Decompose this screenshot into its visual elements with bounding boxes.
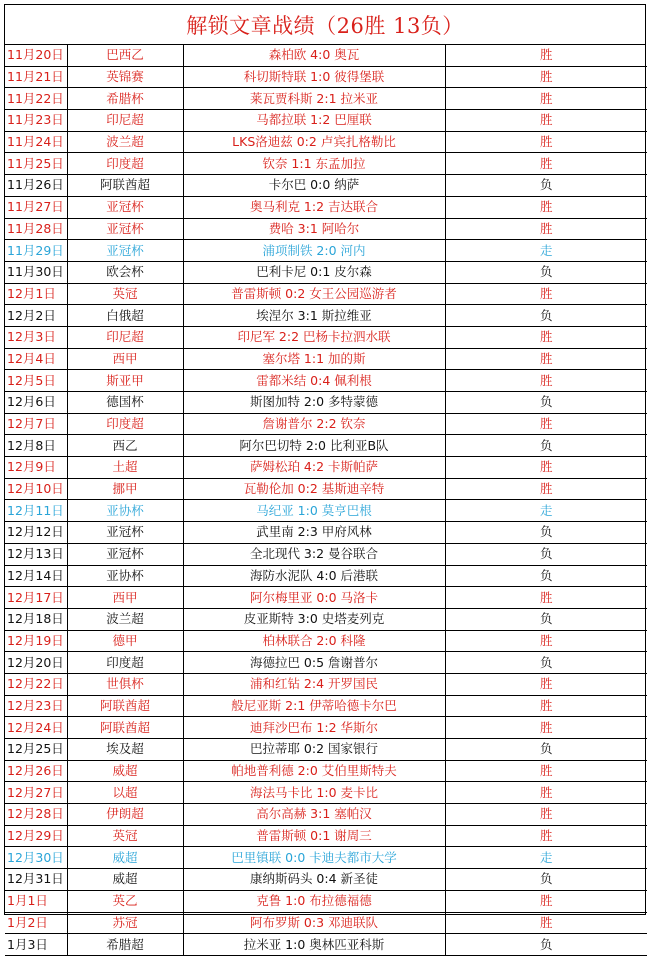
result-cell: 走 <box>445 500 647 522</box>
page-title: 解锁文章战绩（26胜 13负） <box>5 5 645 45</box>
result-cell: 负 <box>445 261 647 283</box>
match-cell: 马都拉联 1:2 巴厘联 <box>183 110 445 132</box>
table-row <box>5 565 647 587</box>
table-row <box>5 522 647 544</box>
match-cell: 森柏欧 4:0 奥瓦 <box>183 45 445 66</box>
date-cell: 12月12日 <box>5 522 67 544</box>
table-row <box>5 804 647 826</box>
table-row <box>5 478 647 500</box>
league-cell: 斯亚甲 <box>67 370 183 392</box>
table-row <box>5 608 647 630</box>
table-row <box>5 587 647 609</box>
result-cell: 胜 <box>445 825 647 847</box>
league-cell: 威超 <box>67 847 183 869</box>
table-row <box>5 283 647 305</box>
table-row <box>5 847 647 869</box>
result-cell: 负 <box>445 652 647 674</box>
match-cell: 全北现代 3:2 曼谷联合 <box>183 543 445 565</box>
record-table-body <box>5 45 647 955</box>
date-cell: 12月7日 <box>5 413 67 435</box>
result-cell: 负 <box>445 869 647 891</box>
league-cell: 埃及超 <box>67 739 183 761</box>
match-cell: 高尔高赫 3:1 塞帕汉 <box>183 804 445 826</box>
date-cell: 12月5日 <box>5 370 67 392</box>
result-cell: 负 <box>445 934 647 956</box>
result-cell: 胜 <box>445 370 647 392</box>
table-row <box>5 196 647 218</box>
league-cell: 威超 <box>67 869 183 891</box>
match-cell: 巴利卡尼 0:1 皮尔森 <box>183 261 445 283</box>
match-cell: 莱瓦贾科斯 2:1 拉米亚 <box>183 88 445 110</box>
result-cell: 负 <box>445 305 647 327</box>
league-cell: 亚协杯 <box>67 500 183 522</box>
date-cell: 1月2日 <box>5 912 67 934</box>
match-cell: 萨姆松珀 4:2 卡斯帕萨 <box>183 457 445 479</box>
match-cell: 柏林联合 2:0 科隆 <box>183 630 445 652</box>
table-row <box>5 934 647 956</box>
league-cell: 英冠 <box>67 283 183 305</box>
match-cell: 武里南 2:3 甲府风林 <box>183 522 445 544</box>
match-cell: 阿尔梅里亚 0:0 马洛卡 <box>183 587 445 609</box>
league-cell: 西乙 <box>67 435 183 457</box>
date-cell: 12月29日 <box>5 825 67 847</box>
date-cell: 11月25日 <box>5 153 67 175</box>
league-cell: 亚冠杯 <box>67 196 183 218</box>
table-row <box>5 825 647 847</box>
match-cell: 海德拉巴 0:5 詹谢普尔 <box>183 652 445 674</box>
table-row <box>5 66 647 88</box>
date-cell: 12月30日 <box>5 847 67 869</box>
league-cell: 亚协杯 <box>67 565 183 587</box>
league-cell: 印度超 <box>67 413 183 435</box>
league-cell: 阿联酋超 <box>67 695 183 717</box>
league-cell: 白俄超 <box>67 305 183 327</box>
result-cell: 胜 <box>445 196 647 218</box>
result-cell: 负 <box>445 522 647 544</box>
date-cell: 12月13日 <box>5 543 67 565</box>
league-cell: 德甲 <box>67 630 183 652</box>
table-row <box>5 782 647 804</box>
table-row <box>5 261 647 283</box>
result-cell: 负 <box>445 392 647 414</box>
league-cell: 伊朗超 <box>67 804 183 826</box>
match-cell: 詹谢普尔 2:2 钦奈 <box>183 413 445 435</box>
date-cell: 12月2日 <box>5 305 67 327</box>
match-cell: 印尼军 2:2 巴杨卡拉泗水联 <box>183 326 445 348</box>
match-cell: 卡尔巴 0:0 纳萨 <box>183 175 445 197</box>
league-cell: 巴西乙 <box>67 45 183 66</box>
date-cell: 11月24日 <box>5 131 67 153</box>
table-row <box>5 457 647 479</box>
result-cell: 胜 <box>445 413 647 435</box>
result-cell: 胜 <box>445 88 647 110</box>
date-cell: 12月4日 <box>5 348 67 370</box>
result-cell: 走 <box>445 847 647 869</box>
date-cell: 12月3日 <box>5 326 67 348</box>
table-row <box>5 912 647 934</box>
result-cell: 胜 <box>445 630 647 652</box>
result-cell: 胜 <box>445 587 647 609</box>
result-cell: 胜 <box>445 218 647 240</box>
table-row <box>5 110 647 132</box>
match-cell: 普雷斯顿 0:2 女王公园巡游者 <box>183 283 445 305</box>
league-cell: 希腊超 <box>67 934 183 956</box>
date-cell: 12月26日 <box>5 760 67 782</box>
match-cell: 康纳斯码头 0:4 新圣徒 <box>183 869 445 891</box>
date-cell: 12月31日 <box>5 869 67 891</box>
match-cell: 费哈 3:1 阿哈尔 <box>183 218 445 240</box>
date-cell: 12月27日 <box>5 782 67 804</box>
result-cell: 胜 <box>445 912 647 934</box>
result-cell: 胜 <box>445 673 647 695</box>
match-cell: 克鲁 1:0 布拉德福德 <box>183 890 445 912</box>
league-cell: 亚冠杯 <box>67 240 183 262</box>
date-cell: 12月24日 <box>5 717 67 739</box>
date-cell: 1月1日 <box>5 890 67 912</box>
date-cell: 11月20日 <box>5 45 67 66</box>
table-row <box>5 500 647 522</box>
league-cell: 威超 <box>67 760 183 782</box>
table-row <box>5 131 647 153</box>
match-cell: 般尼亚斯 2:1 伊蒂哈德卡尔巴 <box>183 695 445 717</box>
league-cell: 印度超 <box>67 153 183 175</box>
date-cell: 12月11日 <box>5 500 67 522</box>
match-cell: 钦奈 1:1 东孟加拉 <box>183 153 445 175</box>
date-cell: 11月23日 <box>5 110 67 132</box>
league-cell: 英乙 <box>67 890 183 912</box>
match-cell: 浦和红钻 2:4 开罗国民 <box>183 673 445 695</box>
league-cell: 欧会杯 <box>67 261 183 283</box>
league-cell: 亚冠杯 <box>67 218 183 240</box>
table-row <box>5 348 647 370</box>
date-cell: 12月17日 <box>5 587 67 609</box>
league-cell: 德国杯 <box>67 392 183 414</box>
date-cell: 12月6日 <box>5 392 67 414</box>
date-cell: 11月29日 <box>5 240 67 262</box>
table-row <box>5 695 647 717</box>
date-cell: 12月10日 <box>5 478 67 500</box>
date-cell: 12月14日 <box>5 565 67 587</box>
table-row <box>5 392 647 414</box>
table-row <box>5 326 647 348</box>
result-cell: 胜 <box>445 890 647 912</box>
league-cell: 英冠 <box>67 825 183 847</box>
match-cell: 塞尔塔 1:1 加的斯 <box>183 348 445 370</box>
result-cell: 胜 <box>445 804 647 826</box>
league-cell: 波兰超 <box>67 131 183 153</box>
date-cell: 1月3日 <box>5 934 67 956</box>
match-cell: 巴拉蒂耶 0:2 国家银行 <box>183 739 445 761</box>
date-cell: 11月27日 <box>5 196 67 218</box>
table-row <box>5 305 647 327</box>
result-cell: 胜 <box>445 153 647 175</box>
match-cell: 奥马利克 1:2 吉达联合 <box>183 196 445 218</box>
league-cell: 阿联酋超 <box>67 717 183 739</box>
date-cell: 12月18日 <box>5 608 67 630</box>
league-cell: 亚冠杯 <box>67 522 183 544</box>
league-cell: 苏冠 <box>67 912 183 934</box>
match-cell: 雷都米结 0:4 佩利根 <box>183 370 445 392</box>
match-cell: 皮亚斯特 3:0 史塔麦列克 <box>183 608 445 630</box>
match-cell: 埃涅尔 3:1 斯拉维亚 <box>183 305 445 327</box>
table-row <box>5 370 647 392</box>
result-cell: 胜 <box>445 782 647 804</box>
date-cell: 12月1日 <box>5 283 67 305</box>
date-cell: 12月19日 <box>5 630 67 652</box>
table-row <box>5 760 647 782</box>
result-cell: 走 <box>445 240 647 262</box>
table-row <box>5 739 647 761</box>
date-cell: 11月26日 <box>5 175 67 197</box>
result-cell: 胜 <box>445 760 647 782</box>
result-cell: 胜 <box>445 326 647 348</box>
table-row <box>5 652 647 674</box>
table-row <box>5 435 647 457</box>
date-cell: 11月28日 <box>5 218 67 240</box>
result-cell: 胜 <box>445 283 647 305</box>
league-cell: 印尼超 <box>67 326 183 348</box>
match-cell: 科切斯特联 1:0 彼得堡联 <box>183 66 445 88</box>
match-cell: 马纪亚 1:0 莫亨巴根 <box>183 500 445 522</box>
match-cell: 阿尔巴切特 2:0 比利亚B队 <box>183 435 445 457</box>
league-cell: 阿联酋超 <box>67 175 183 197</box>
match-cell: 浦项制铁 2:0 河内 <box>183 240 445 262</box>
table-row <box>5 45 647 66</box>
league-cell: 西甲 <box>67 348 183 370</box>
result-cell: 负 <box>445 608 647 630</box>
date-cell: 12月23日 <box>5 695 67 717</box>
result-cell: 负 <box>445 175 647 197</box>
league-cell: 西甲 <box>67 587 183 609</box>
match-cell: 瓦勒伦加 0:2 基斯迪辛特 <box>183 478 445 500</box>
match-cell: 拉米亚 1:0 奥林匹亚科斯 <box>183 934 445 956</box>
league-cell: 挪甲 <box>67 478 183 500</box>
match-cell: 海防水泥队 4:0 后港联 <box>183 565 445 587</box>
table-row <box>5 717 647 739</box>
result-cell: 胜 <box>445 348 647 370</box>
date-cell: 12月9日 <box>5 457 67 479</box>
league-cell: 亚冠杯 <box>67 543 183 565</box>
table-row <box>5 869 647 891</box>
date-cell: 11月30日 <box>5 261 67 283</box>
date-cell: 11月22日 <box>5 88 67 110</box>
match-cell: 阿布罗斯 0:3 邓迪联队 <box>183 912 445 934</box>
result-cell: 胜 <box>445 45 647 66</box>
result-cell: 负 <box>445 565 647 587</box>
date-cell: 12月25日 <box>5 739 67 761</box>
result-cell: 负 <box>445 435 647 457</box>
result-cell: 负 <box>445 543 647 565</box>
match-cell: 普雷斯顿 0:1 谢周三 <box>183 825 445 847</box>
table-row <box>5 175 647 197</box>
date-cell: 12月22日 <box>5 673 67 695</box>
match-cell: LKS洛迪兹 0:2 卢宾扎格勒比 <box>183 131 445 153</box>
record-sheet <box>4 4 646 952</box>
table-row <box>5 630 647 652</box>
match-cell: 海法马卡比 1:0 麦卡比 <box>183 782 445 804</box>
match-cell: 迪拜沙巴布 1:2 华斯尔 <box>183 717 445 739</box>
league-cell: 印度超 <box>67 652 183 674</box>
date-cell: 12月8日 <box>5 435 67 457</box>
result-cell: 胜 <box>445 66 647 88</box>
table-row <box>5 543 647 565</box>
table-row <box>5 153 647 175</box>
table-row <box>5 88 647 110</box>
league-cell: 世俱杯 <box>67 673 183 695</box>
result-cell: 胜 <box>445 457 647 479</box>
match-cell: 巴里镇联 0:0 卡迪夫都市大学 <box>183 847 445 869</box>
result-cell: 胜 <box>445 695 647 717</box>
table-row <box>5 218 647 240</box>
table-row <box>5 890 647 912</box>
date-cell: 11月21日 <box>5 66 67 88</box>
table-row <box>5 673 647 695</box>
result-cell: 胜 <box>445 131 647 153</box>
league-cell: 英锦赛 <box>67 66 183 88</box>
match-cell: 帕地普利德 2:0 艾伯里斯特夫 <box>183 760 445 782</box>
date-cell: 12月20日 <box>5 652 67 674</box>
result-cell: 胜 <box>445 717 647 739</box>
league-cell: 希腊杯 <box>67 88 183 110</box>
league-cell: 印尼超 <box>67 110 183 132</box>
table-row <box>5 240 647 262</box>
date-cell: 12月28日 <box>5 804 67 826</box>
league-cell: 土超 <box>67 457 183 479</box>
match-cell: 斯图加特 2:0 多特蒙德 <box>183 392 445 414</box>
result-cell: 胜 <box>445 478 647 500</box>
league-cell: 波兰超 <box>67 608 183 630</box>
league-cell: 以超 <box>67 782 183 804</box>
record-table <box>5 45 647 956</box>
result-cell: 胜 <box>445 110 647 132</box>
table-row <box>5 413 647 435</box>
result-cell: 负 <box>445 739 647 761</box>
